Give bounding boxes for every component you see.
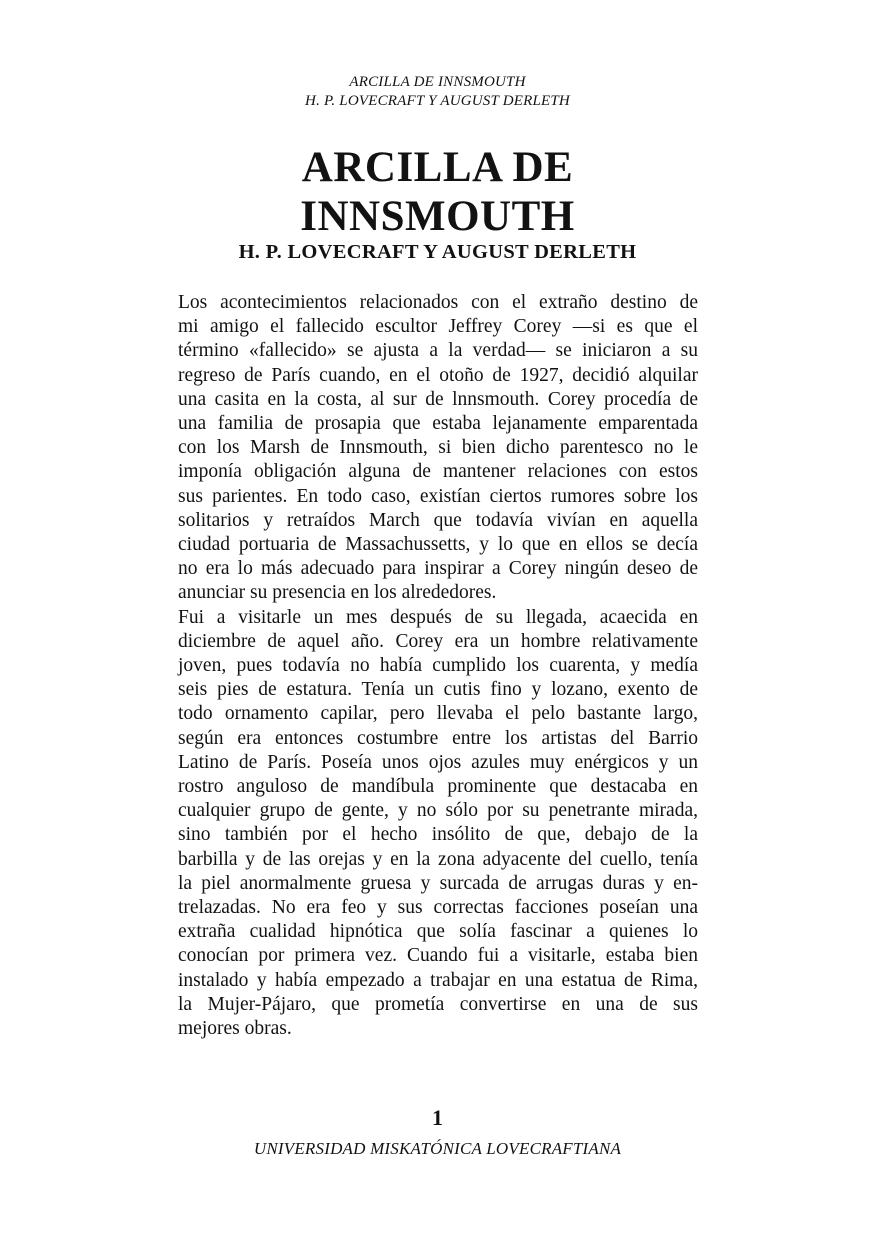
running-header <box>0 73 875 111</box>
text-line: imponía obligación alguna de mantener relaciones con estos <box>178 461 698 483</box>
text-line: regreso de París cuando, en el otoño de 1927, decidió alquilar <box>178 364 698 386</box>
text-line: anunciar su presencia en los alrededores. <box>178 582 497 604</box>
text-line: conocían por primera vez. Cuando fui a visitarle, estaba bien <box>178 945 698 967</box>
page-number: 1 <box>432 1105 443 1130</box>
text-line: no era lo más adecuado para inspirar a Corey ningún deseo de <box>178 558 698 580</box>
body-text <box>178 291 698 1041</box>
text-line: mi amigo el fallecido escultor Jeffrey Corey —si es que el <box>178 316 698 338</box>
text-line: una familia de prosapia que estaba lejanamente emparentada <box>178 413 698 435</box>
text-line: solitarios y retraídos March que todavía vivían en aquella <box>178 509 698 531</box>
text-line: mejores obras. <box>178 1018 292 1040</box>
text-line: seis pies de estatura. Tenía un cutis fino y lozano, exento de <box>178 679 698 701</box>
paragraph-1 <box>178 291 698 606</box>
text-line: la piel anormalmente gruesa y surcada de arrugas duras y en- <box>178 872 698 894</box>
page-title <box>0 144 875 241</box>
text-line: joven, pues todavía no había cumplido los cuarenta, y medía <box>178 655 698 677</box>
title-line-1: ARCILLA DE <box>301 144 574 191</box>
text-line: ciudad portuaria de Massachussetts, y lo que en ellos se decía <box>178 534 698 556</box>
text-line: una casita en la costa, al sur de lnnsmouth. Corey procedía de <box>178 388 698 410</box>
text-line: instalado y había empezado a trabajar en una estatua de Rima, <box>178 969 698 991</box>
text-line: sino también por el hecho insólito de que, debajo de la <box>178 824 698 846</box>
text-line: cualquier grupo de gente, y no sólo por su penetrante mirada, <box>178 800 698 822</box>
running-header-authors: H. P. LOVECRAFT Y AUGUST DERLETH <box>305 93 570 109</box>
imprint: UNIVERSIDAD MISKATÓNICA LOVECRAFTIANA <box>253 1139 622 1158</box>
text-line: barbilla y de las orejas y en la zona adyacente del cuello, tenía <box>178 848 698 870</box>
text-line: trelazadas. No era feo y sus correctas facciones poseían una <box>178 897 698 919</box>
text-line: término «fallecido» se ajusta a la verdad— se iniciaron a su <box>178 340 698 362</box>
text-line: con los Marsh de Innsmouth, si bien dicho parentesco no le <box>178 437 698 459</box>
text-line: Fui a visitarle un mes después de su llegada, acaecida en <box>178 606 698 628</box>
text-line: Los acontecimientos relacionados con el extraño destino de <box>178 292 698 313</box>
text-line: todo ornamento capilar, pero llevaba el pelo bastante largo, <box>178 703 698 725</box>
text-line: rostro anguloso de mandíbula prominente que destacaba en <box>178 776 698 798</box>
paragraph-2 <box>178 606 698 1042</box>
text-line: la Mujer-Pájaro, que prometía convertirse en una de sus <box>178 993 698 1015</box>
text-line: sus parientes. En todo caso, existían ciertos rumores sobre los <box>178 485 698 507</box>
byline: H. P. LOVECRAFT Y AUGUST DERLETH <box>238 241 637 263</box>
text-line: diciembre de aquel año. Corey era un hombre relativamente <box>178 630 698 652</box>
running-header-title: ARCILLA DE INNSMOUTH <box>349 74 526 90</box>
text-line: según era entonces costumbre entre los artistas del Barrio <box>178 727 698 749</box>
text-line: Latino de París. Poseía unos ojos azules muy enérgicos y un <box>178 751 698 773</box>
title-line-2: INNSMOUTH <box>300 192 575 240</box>
text-line: extraña cualidad hipnótica que solía fascinar a quienes lo <box>178 921 698 943</box>
